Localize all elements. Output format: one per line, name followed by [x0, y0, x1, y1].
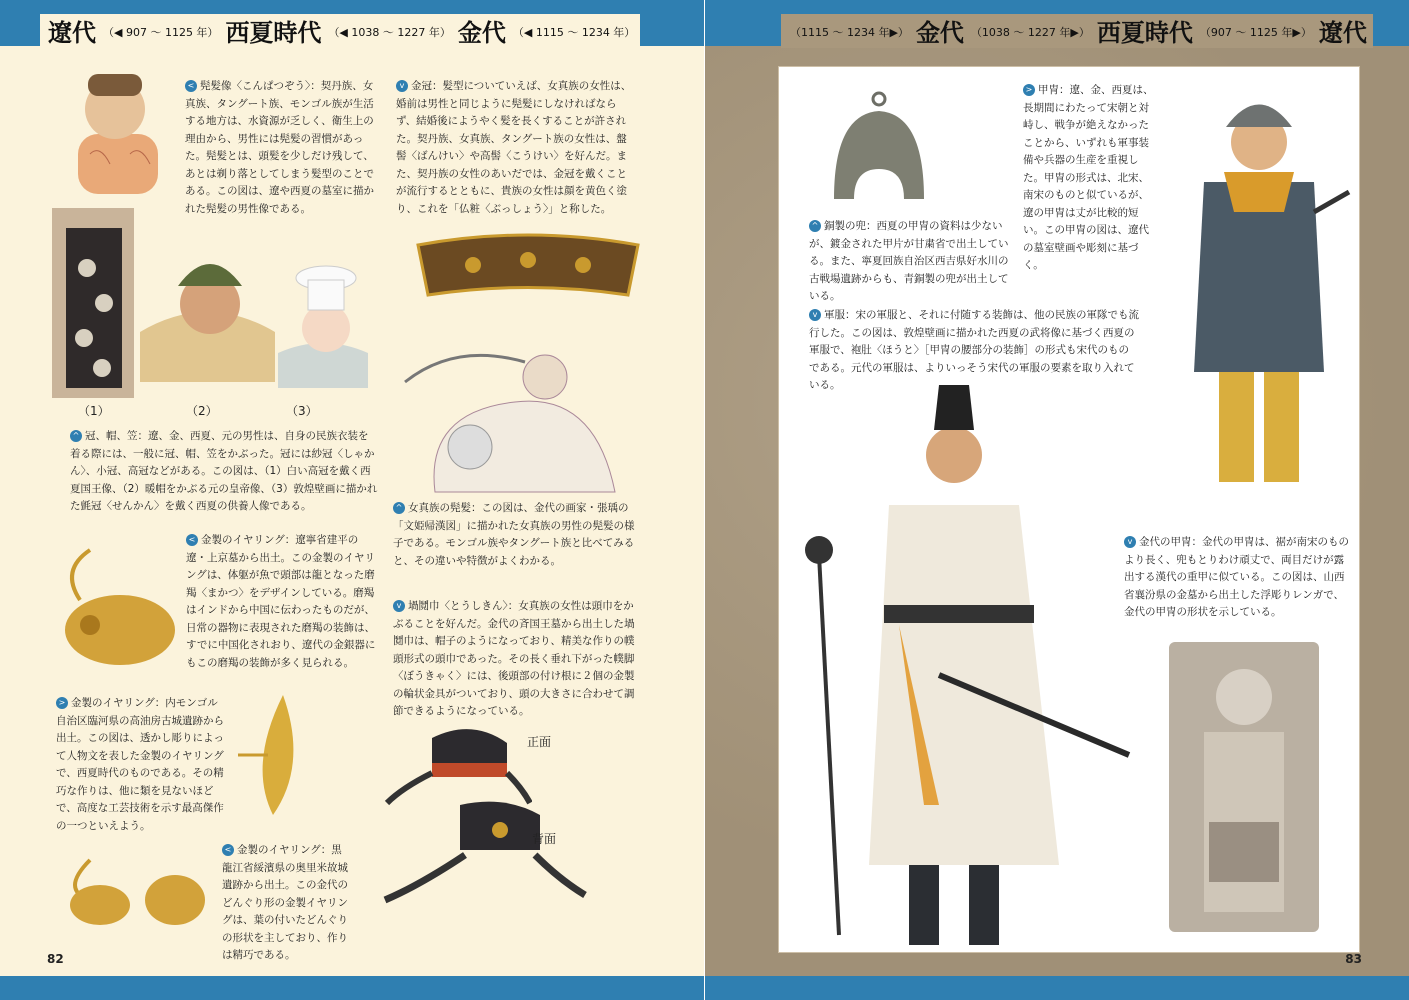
caption-gunpuku: v 軍服：宋の軍服と、それに付随する装飾は、他の民族の軍隊でも流行した。この図は、敦煌壁画に描かれた西夏の武将像に基づく西夏の軍服で、袍肚〈ほうと〉［甲冑の腰部分の装飾］の形式も宋代のものである。元代の軍服は、よりいっそう宋代の軍服の要素を取り入れている。: [809, 309, 1139, 391]
left-page: [0, 0, 704, 1000]
header-range-jin: （◀ 1115 ～ 1234 年）: [512, 26, 636, 39]
bronze-helmet-image: [824, 89, 934, 209]
header-range-xixia: （◀ 1038 ～ 1227 年）: [328, 26, 451, 39]
tag-icon: v: [393, 600, 405, 612]
jurchen-man-sketch-image: [395, 322, 645, 497]
caption-kacchu: > 甲冑：遼、金、西夏は、長期間にわたって宋朝と対峙し、戦争が絶えなかったことから、いずれも軍事装備や兵器の生産を重視した。甲冑の形式は、北宋、南宋のものと似ているが、遼の甲冑は丈が比較的短い。この甲冑の図は、遼代の墓室壁画や彫刻に基づく。: [1023, 84, 1154, 271]
right-footer-bar: [705, 976, 1409, 1000]
header-range-liao-right: （907 ～ 1125 年▶）: [1199, 26, 1312, 39]
header-range-xixia-right: （1038 ～ 1227 年▶）: [970, 26, 1090, 39]
tag-icon: >: [56, 697, 68, 709]
xixia-general-image: [789, 385, 1134, 950]
tag-icon: ^: [70, 430, 82, 442]
tag-icon: <: [222, 844, 234, 856]
jin-armor-relief-image: [1169, 642, 1319, 932]
gold-crown-image: [413, 225, 643, 300]
label-back: 背面: [532, 832, 557, 846]
header-title-liao-right: 遼代: [1318, 18, 1367, 47]
kahatsu-portrait-image: [60, 64, 170, 194]
right-page-header: [781, 14, 1373, 48]
header-title-jin: 金代: [457, 18, 506, 47]
right-page: [705, 0, 1409, 1000]
header-range-jin-right: （1115 ～ 1234 年▶）: [790, 26, 909, 39]
dunhuang-mural-image: [52, 208, 134, 398]
header-title-xixia-right: 西夏時代: [1096, 18, 1193, 47]
caption-toukin: v 堝鬩巾〈とうしきん〉：女真族の女性は頭巾をかぶることを好んだ。金代の斉国王墓から出土した堝鬩巾は、帽子のようになっており、精美な作りの幞頭形式の頭巾であった。その長く垂れ下がった幞脚〈ぼうきゃく〉には、後頭部の付け根に２個の金製の輪状金具がついており、頭の大きさに合わせて調節できるようになっている。: [393, 600, 635, 717]
caption-kanmou: ^ 冠、帽、笠：遼、金、西夏、元の男性は、自身の民族衣装を着る際には、一般に冠、帽、笠をかぶった。冠には紗冠〈しゃかん〉、小冠、高冠などがある。この図は、（1）白い高冠を戴く西夏国王像、（2）暖帽をかぶる元の皇帝像、（3）敦煌壁画に描かれた氈冠〈せんかん〉を戴く西夏の供養人像である。: [70, 430, 378, 512]
caption-jin-kacchu: v 金代の甲冑：金代の甲冑は、裾が南宋のものより長く、兜もとりわけ頑丈で、両目だけが露出する漢代の重甲に似ている。この図は、山西省襄汾県の金墓から出土した浮彫りレンガで、金代の甲冑の形状を示している。: [1124, 536, 1349, 618]
gold-earring-makara-image: [50, 540, 178, 670]
tag-icon: <: [186, 534, 198, 546]
header-title-liao: 遼代: [48, 18, 96, 47]
white-sheet: [778, 66, 1360, 953]
caption-kahatsu: < 髡髪像〈こんぱつぞう〉：契丹族、女真族、タングート族、モンゴル族が生活する地方は、水資源が乏しく、衛生上の理由から、男性には髡髪の習慣があった。髡髪とは、頭髪を少しだけ残して、あとは剃り落としてしまう髪型のことである。この図は、遼や西夏の墓室に描かれた髡髪の男性像である。: [185, 80, 374, 215]
caption-jochen-hair: ^ 女真族の髡髪：この図は、金代の画家・張瑀の「文姫帰漢図」に描かれた女真族の男性の髡髪の様子である。モンゴル族やタングート族と比べてみると、その違いや特徴がよくわかる。: [393, 502, 635, 567]
header-title-jin-right: 金代: [915, 18, 964, 47]
caption-earring-2: > 金製のイヤリング：内モンゴル自治区臨河県の高油房古城遺跡から出土。この図は、透かし彫りによって人物文を表した金製のイヤリングで、西夏時代のものである。その精巧な作りは、他に類を見ないほどで、高度な工芸技術を示す最高傑作の一つといえよう。: [56, 697, 224, 832]
tag-icon: v: [809, 309, 821, 321]
page-number-left: 82: [47, 952, 64, 966]
header-title-xixia: 西夏時代: [225, 18, 322, 47]
armored-warrior-image: [1164, 82, 1359, 502]
figure-number-1: （1）: [78, 404, 110, 418]
gold-earring-acorn-image: [50, 850, 215, 930]
tag-icon: v: [396, 80, 408, 92]
caption-kinkan: v 金冠：髪型についていえば、女真族の女性は、婚前は男性と同じように髡髪にしなければならず、結婚後にようやく髪を長くすることが許された。契丹族、女真族、タングート族の女性は、盤髻〈ばんけい〉や高髻〈こうけい〉を好んだ。また、契丹族の女性のあいだでは、金冠を戴くことが流行するとともに、貴族の女性は顔を黄色く塗り、これを「仏粧〈ぶっしょう〉」と称した。: [396, 80, 632, 215]
left-page-header: [48, 14, 638, 48]
headscarf-back-image: [380, 795, 590, 905]
label-front: 正面: [527, 735, 552, 749]
tag-icon: ^: [809, 220, 821, 232]
tag-icon: >: [1023, 84, 1035, 96]
tag-icon: v: [1124, 536, 1136, 548]
figure-number-2: （2）: [186, 404, 218, 418]
xixia-king-image: [278, 258, 368, 388]
tag-icon: ^: [393, 502, 405, 514]
header-range-liao: （◀ 907 ～ 1125 年）: [103, 26, 219, 39]
caption-earring-1: < 金製のイヤリング：遼寧省建平の遼・上京墓から出土。この金製のイヤリングは、体躯が魚で頭部は龍となった磨羯〈まかつ〉をデザインしている。磨羯はインドから中国に伝わったものだが、日常の器物に表現された磨羯の装飾は、すでに中国化されおり、遼代の金銀器にもこの磨羯の装飾が多く見られる。: [186, 534, 376, 669]
tag-icon: <: [185, 80, 197, 92]
left-footer-bar: [0, 976, 704, 1000]
gold-earring-openwork-image: [228, 685, 328, 825]
caption-kabuto: ^ 銅製の兜：西夏の甲冑の資料は少ないが、鍍金された甲片が甘粛省で出土している。また、寧夏回族自治区西吉県好水川の古戦場遺跡からも、青銅製の兜が出土している。: [809, 220, 1009, 302]
figure-number-3: （3）: [286, 404, 318, 418]
yuan-emperor-image: [140, 242, 275, 382]
page-number-right: 83: [1345, 952, 1362, 966]
caption-earring-3: < 金製のイヤリング：黒龍江省綏濱県の奥里米故城遺跡から出土。この金代のどんぐり形の金製イヤリングは、葉の付いたどんぐりの形状を主しており、作りは精巧である。: [222, 844, 348, 961]
